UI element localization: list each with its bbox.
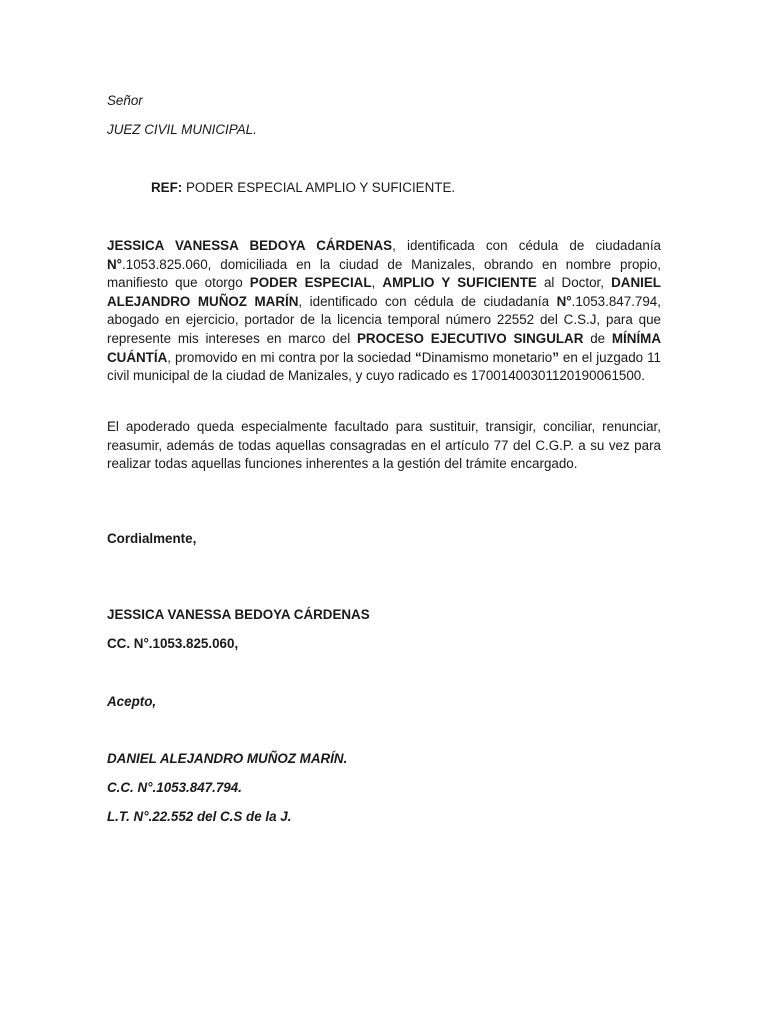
- acceptance-label: Acepto,: [107, 694, 157, 709]
- text-run: , promovido en mi contra por la sociedad: [167, 349, 416, 365]
- attorney-name: DANIEL ALEJANDRO MUÑOZ MARÍN: [107, 275, 661, 309]
- text-run: .1053.825.060, domiciliada en la ciudad de Manizales, obrando en nombre propio, manifiesto que otorgo: [107, 256, 661, 291]
- minima-cuantia-text: MÍNÍMA CUÁNTÍA: [107, 330, 661, 365]
- company-name: Dinamismo monetario: [421, 349, 553, 365]
- addressee-suffix: .: [253, 122, 257, 137]
- signer-id: CC. N°.1053.825.060,: [107, 636, 239, 651]
- salutation: Señor: [107, 93, 143, 108]
- text-run: .1053.847.794, abogado en ejercicio, portador de la licencia temporal número 22552 del C.S.J, para que represente mis intereses en marco del: [107, 293, 661, 346]
- amplio-suficiente-text: AMPLIO Y SUFICIENTE: [382, 275, 537, 291]
- text-run: , identificada con cédula de ciudadanía: [392, 238, 661, 253]
- attorney-signature-name: DANIEL ALEJANDRO MUÑOZ MARÍN.: [107, 751, 348, 766]
- closing: Cordialmente,: [107, 531, 197, 546]
- ref-label: REF:: [151, 180, 183, 195]
- body-paragraph-1: [107, 237, 661, 386]
- body-paragraph-2: [107, 418, 661, 474]
- number-label: N°: [107, 256, 123, 272]
- text-run: al Doctor,: [536, 275, 612, 291]
- reference-line: [151, 180, 455, 195]
- number-label: N°: [556, 293, 572, 309]
- attorney-license: L.T. N°.22.552 del C.S de la J.: [107, 809, 292, 824]
- text-run: de: [583, 330, 612, 346]
- poder-especial-text: PODER ESPECIAL: [249, 275, 372, 291]
- text-run: ,: [371, 275, 383, 291]
- ref-text: PODER ESPECIAL AMPLIO Y SUFICIENTE.: [182, 180, 456, 195]
- grantor-name: JESSICA VANESSA BEDOYA CÁRDENAS: [107, 238, 393, 253]
- addressee: [107, 122, 257, 137]
- addressee-text: JUEZ CIVIL MUNICIPAL: [107, 122, 254, 137]
- text-run: , identificado con cédula de ciudadanía: [298, 293, 557, 309]
- open-quote: “: [415, 349, 422, 365]
- signer-name: JESSICA VANESSA BEDOYA CÁRDENAS: [107, 607, 370, 622]
- proceso-text: PROCESO EJECUTIVO SINGULAR: [356, 330, 584, 346]
- close-quote: ”: [552, 349, 559, 365]
- faculties-text: El apoderado queda especialmente facultado para sustituir, transigir, conciliar, renunciar, reasumir, además de todas aquellas consagradas en el artículo 77 del C.G.P. a su vez para realizar todas aquellas funciones inherentes a la gestión del trámite encargado.: [107, 419, 661, 472]
- attorney-id: C.C. N°.1053.847.794.: [107, 780, 242, 795]
- text-run: en el juzgado 11 civil municipal de la ciudad de Manizales, y cuyo radicado es 17001400301120190061500.: [107, 349, 661, 384]
